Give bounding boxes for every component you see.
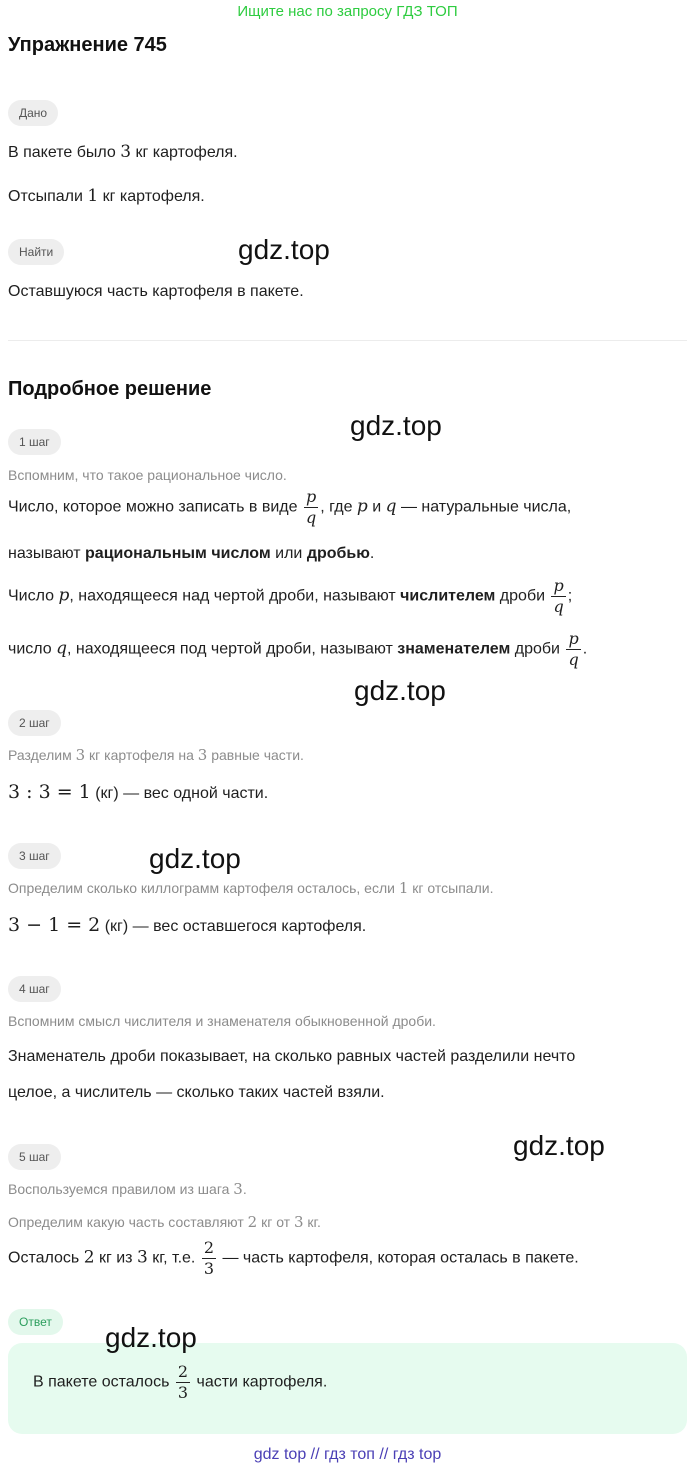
step-2-hint: Разделим 3 кг картофеля на 3 равные части. (8, 746, 304, 764)
fraction-p-q: $\frac{p}{q}$ (553, 576, 564, 616)
watermark: gdz.top (513, 1130, 605, 1161)
step-4-line-2: целое, а числитель — сколько таких частей взяли. (8, 1084, 385, 1101)
page-title: Упражнение 745 (8, 34, 167, 56)
step-3-label: 3 шаг (8, 843, 61, 869)
watermark: gdz.top (149, 843, 241, 874)
step-4-line-1: Знаменатель дроби показывает, на сколько равных частей разделили нечто (8, 1048, 576, 1065)
step-2-label: 2 шаг (8, 710, 61, 736)
step-4-label: 4 шаг (8, 976, 61, 1002)
step-1-hint: Вспомним, что такое рациональное число. (8, 467, 287, 483)
find-label: Найти (8, 239, 64, 265)
step-1-label: 1 шаг (8, 429, 61, 455)
given-label: Дано (8, 100, 58, 126)
fraction-p-q: $\frac{p}{q}$ (305, 487, 317, 527)
fraction-2-3: $\frac{2}{3}$ (177, 1362, 189, 1402)
footer-separator: // (310, 1446, 320, 1463)
fraction-2-3: $\frac{2}{3}$ (203, 1238, 214, 1278)
footer-link-gdz-top-mixed[interactable]: гдз top (392, 1446, 442, 1463)
given-line-1: В пакете было 3 кг картофеля. (8, 142, 238, 162)
step-4-hint: Вспомним смысл числителя и знаменателя обыкновенной дроби. (8, 1013, 436, 1029)
find-text: Оставшуюся часть картофеля в пакете. (8, 283, 304, 300)
answer-text: В пакете осталось $\frac{2}{3}$ части картофеля. (33, 1362, 328, 1402)
watermark: gdz.top (105, 1322, 197, 1353)
footer-separator: // (379, 1446, 389, 1463)
step-5-hint-1: Воспользуемся правилом из шага 3. (8, 1180, 247, 1198)
step-3-result: 3 − 1 = 2 (кг) — вес оставшегося картофеля. (8, 914, 367, 936)
watermark: gdz.top (350, 410, 442, 441)
given-line-2: Отсыпали 1 кг картофеля. (8, 186, 205, 206)
step-5-hint-2: Определим какую часть составляют 2 кг от 3 кг. (8, 1213, 321, 1231)
footer-links (0, 1446, 695, 1464)
step-1-line-1: Число, которое можно записать в виде $\frac{p}{q}$ , где p и q — натуральные числа, (8, 487, 572, 527)
step-1-line-4: число q, находящееся под чертой дроби, называют знаменателем дроби $\frac{p}{q}$ . (8, 629, 588, 669)
footer-link-gdz-top[interactable]: gdz top (253, 1446, 307, 1463)
step-2-result: 3 : 3 = 1 (кг) — вес одной части. (8, 781, 269, 803)
watermark: gdz.top (354, 675, 446, 706)
step-1-line-3: Число p, находящееся над чертой дроби, называют числителем дроби $\frac{p}{q}$ ; (8, 576, 573, 616)
step-3-hint: Определим сколько киллограмм картофеля осталось, если 1 кг отсыпали. (8, 879, 494, 897)
step-1-line-2: называют рациональным числом или дробью. (8, 545, 375, 562)
top-banner: Ищите нас по запросу ГДЗ ТОП (237, 3, 458, 20)
section-divider (8, 340, 687, 341)
solution-title: Подробное решение (8, 378, 212, 400)
footer-link-gdz-top-ru[interactable]: гдз топ (324, 1446, 375, 1463)
fraction-p-q: $\frac{p}{q}$ (568, 629, 579, 669)
answer-label: Ответ (8, 1309, 63, 1335)
step-5-result: Осталось 2 кг из 3 кг, т.е. $\frac{2}{3}$ — часть картофеля, которая осталась в пакете. (8, 1238, 579, 1278)
step-5-label: 5 шаг (8, 1144, 61, 1170)
watermark: gdz.top (238, 234, 330, 265)
